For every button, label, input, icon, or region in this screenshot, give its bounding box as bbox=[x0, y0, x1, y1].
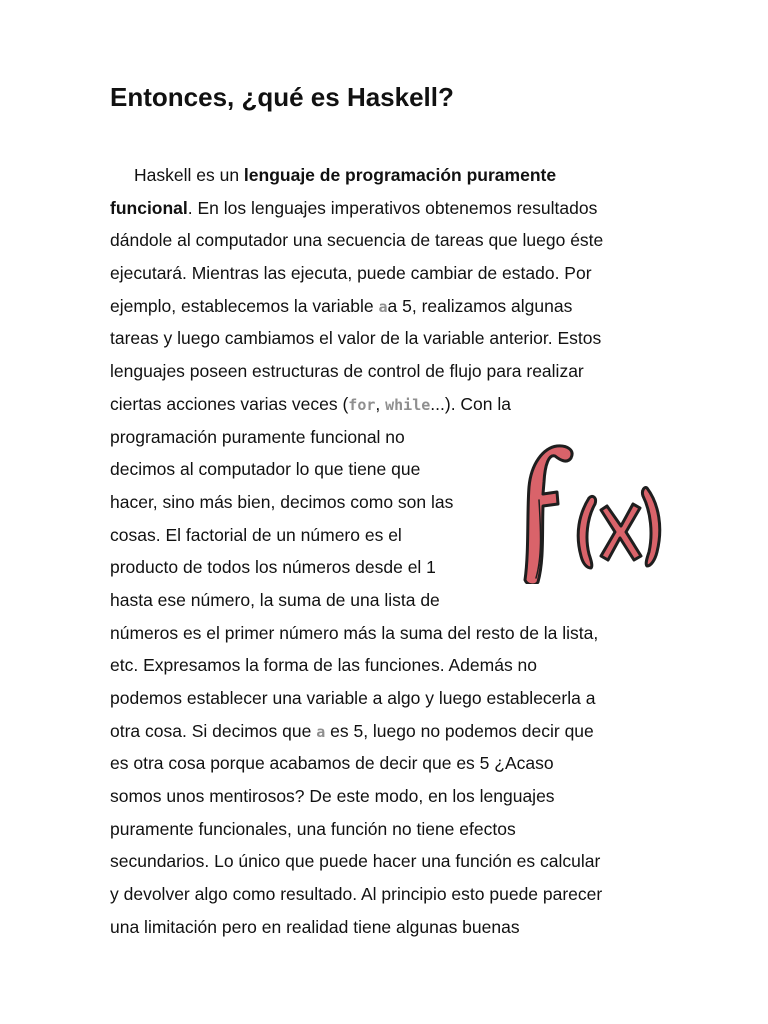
paragraph-line: es otra cosa porque acabamos de decir que es 5 ¿Acaso bbox=[110, 753, 554, 774]
paragraph-line: tareas y luego cambiamos el valor de la variable anterior. Estos bbox=[110, 328, 602, 349]
bold-term: funcional bbox=[110, 197, 188, 218]
inline-code: a bbox=[378, 297, 388, 316]
function-fx-icon bbox=[505, 442, 667, 584]
paragraph-line: etc. Expresamos la forma de las funciones. Además no bbox=[110, 655, 538, 676]
text-span: ...). Con la bbox=[430, 393, 512, 414]
paragraph-line: ejecutará. Mientras las ejecuta, puede cambiar de estado. Por bbox=[110, 263, 592, 284]
text-span: ejemplo, establecemos la variable bbox=[110, 295, 379, 316]
paragraph-line bbox=[110, 715, 670, 748]
bold-term: lenguaje de programación puramente bbox=[243, 165, 557, 185]
inline-code: while bbox=[385, 395, 431, 414]
paragraph-line: puramente funcionales, una función no tiene efectos bbox=[110, 818, 516, 839]
text-span: otra cosa. Si decimos que bbox=[110, 720, 317, 741]
paragraph-line: hacer, sino más bien, decimos como son las bbox=[110, 491, 454, 512]
fx-f-glyph bbox=[525, 446, 572, 584]
text-span: ciertas acciones varias veces ( bbox=[110, 393, 349, 414]
paragraph-line bbox=[110, 159, 670, 192]
fx-right-paren bbox=[642, 487, 659, 566]
paragraph-line: somos unos mentirosos? De este modo, en los lenguajes bbox=[110, 786, 555, 807]
paragraph-line: y devolver algo como resultado. Al principio esto puede parecer bbox=[110, 884, 603, 905]
paragraph-line: secundarios. Lo único que puede hacer una función es calcular bbox=[110, 851, 601, 872]
paragraph-line: podemos establecer una variable a algo y luego establecerla a bbox=[110, 688, 596, 708]
paragraph-line bbox=[110, 192, 670, 225]
paragraph-line: números es el primer número más la suma del resto de la lista, bbox=[110, 622, 599, 643]
text-span: a 5, realizamos algunas bbox=[387, 295, 573, 316]
text-span: Haskell es un bbox=[134, 165, 244, 185]
paragraph-line: una limitación pero en realidad tiene algunas buenas bbox=[110, 916, 520, 937]
section-heading: Entonces, ¿qué es Haskell? bbox=[110, 82, 454, 112]
paragraph-line: producto de todos los números desde el 1 bbox=[110, 557, 436, 578]
paragraph-line: programación puramente funcional no bbox=[110, 426, 405, 447]
paragraph-line: dándole al computador una secuencia de tareas que luego éste bbox=[110, 230, 604, 251]
fx-left-paren bbox=[578, 496, 595, 568]
paragraph-line bbox=[110, 290, 670, 323]
text-span: es 5, luego no podemos decir que bbox=[325, 720, 594, 741]
text-span: . En los lenguajes imperativos obtenemos resultados bbox=[187, 197, 598, 218]
inline-code: for bbox=[348, 395, 376, 414]
paragraph-line: cosas. El factorial de un número es el bbox=[110, 524, 402, 545]
inline-code: a bbox=[316, 722, 326, 741]
paragraph-line bbox=[110, 388, 670, 421]
text-span: , bbox=[375, 393, 386, 414]
fx-x-glyph bbox=[601, 504, 641, 560]
paragraph-line: hasta ese número, la suma de una lista de bbox=[110, 589, 440, 610]
paragraph-line: decimos al computador lo que tiene que bbox=[110, 459, 421, 480]
paragraph-line: lenguajes poseen estructuras de control de flujo para realizar bbox=[110, 361, 584, 382]
